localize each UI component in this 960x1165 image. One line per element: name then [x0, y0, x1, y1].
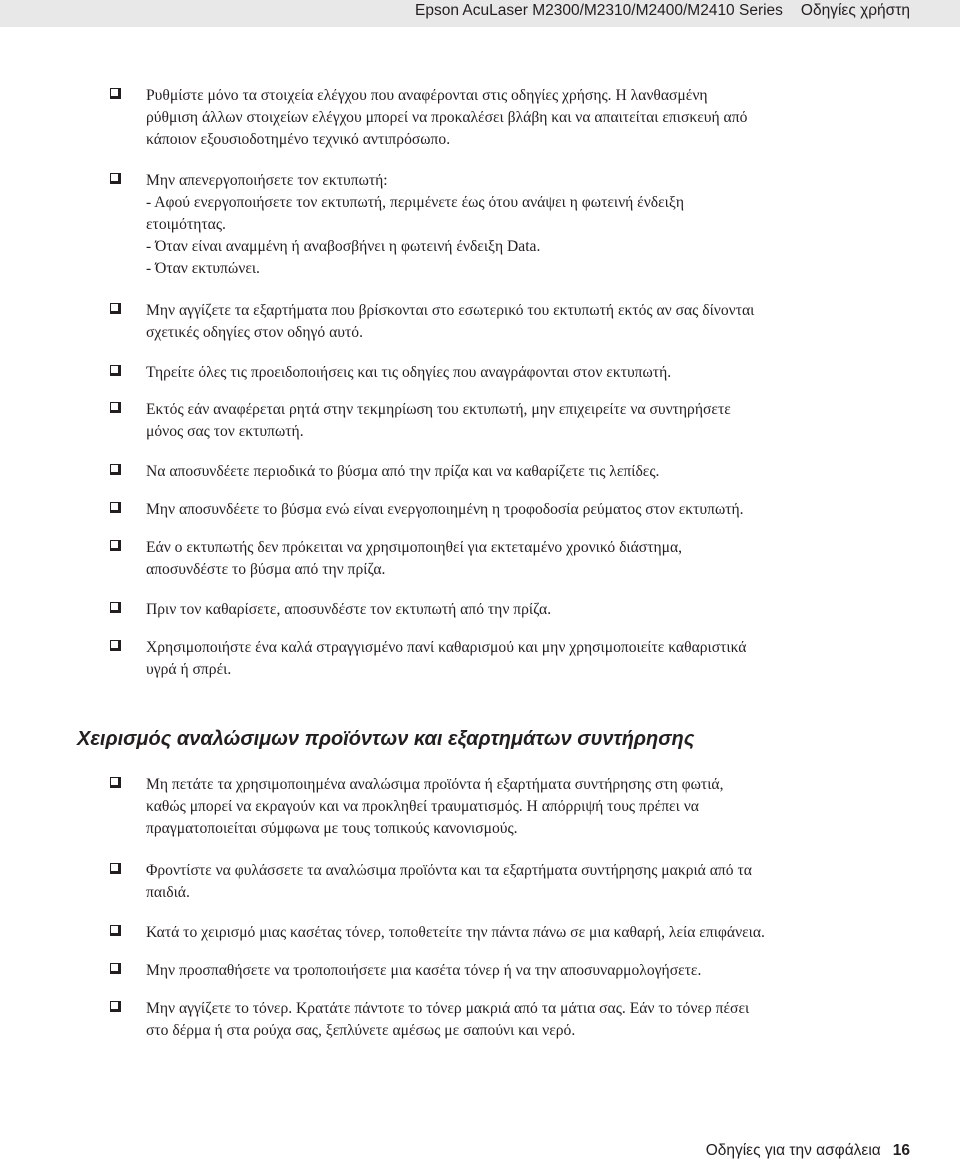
text-line: πραγματοποιείται σύμφωνα με τους τοπικούς κανονισμούς. — [146, 820, 518, 837]
checkbox-bullet-icon — [110, 602, 121, 613]
text-line: Τηρείτε όλες τις προειδοποιήσεις και τις οδηγίες που αναγράφονται στον εκτυπωτή. — [146, 364, 672, 381]
list-item-text — [146, 922, 896, 944]
list-item-text — [146, 300, 896, 344]
text-line: μόνος σας τον εκτυπωτή. — [146, 423, 304, 440]
checkbox-bullet-icon — [110, 402, 121, 413]
text-line: Μην αγγίζετε τα εξαρτήματα που βρίσκονται στο εσωτερικό του εκτυπωτή εκτός αν σας δίνονται — [146, 302, 755, 319]
list-item-text — [146, 499, 896, 521]
text-line: Μην αγγίζετε το τόνερ. Κρατάτε πάντοτε το τόνερ μακριά από τα μάτια σας. Εάν το τόνερ πέσει — [146, 1000, 750, 1017]
text-line: Κατά το χειρισμό μιας κασέτας τόνερ, τοποθετείτε την πάντα πάνω σε μια καθαρή, λεία επιφάνεια. — [146, 924, 765, 941]
checkbox-bullet-icon — [110, 303, 121, 314]
text-line: Πριν τον καθαρίσετε, αποσυνδέστε τον εκτυπωτή από την πρίζα. — [146, 601, 552, 618]
text-line: - Όταν είναι αναμμένη ή αναβοσβήνει η φωτεινή ένδειξη Data. — [146, 238, 541, 255]
list-item-text — [146, 537, 896, 581]
footer-section-name: Οδηγίες για την ασφάλεια — [705, 1142, 881, 1159]
checkbox-bullet-icon — [110, 365, 121, 376]
checkbox-bullet-icon — [110, 777, 121, 788]
text-line: Εάν ο εκτυπωτής δεν πρόκειται να χρησιμοποιηθεί για εκτεταμένο χρονικό διάστημα, — [146, 539, 683, 556]
list-item-text — [146, 85, 896, 151]
text-line: Μην αποσυνδέετε το βύσμα ενώ είναι ενεργοποιημένη η τροφοδοσία ρεύματος στον εκτυπωτή. — [146, 501, 744, 518]
text-line: υγρά ή σπρέι. — [146, 661, 232, 678]
page-number: 16 — [892, 1142, 910, 1159]
text-line: ετοιμότητας. — [146, 216, 226, 233]
list-item-text — [146, 774, 896, 840]
text-line: Εκτός εάν αναφέρεται ρητά στην τεκμηρίωση του εκτυπωτή, μην επιχειρείτε να συντηρήσετε — [146, 401, 731, 418]
text-line: Μην απενεργοποιήσετε τον εκτυπωτή: — [146, 172, 388, 189]
text-line: αποσυνδέστε το βύσμα από την πρίζα. — [146, 561, 386, 578]
list-item-text — [146, 399, 896, 443]
checkbox-bullet-icon — [110, 1001, 121, 1012]
text-line: Μη πετάτε τα χρησιμοποιημένα αναλώσιμα προϊόντα ή εξαρτήματα συντήρησης στη φωτιά, — [146, 776, 724, 793]
checkbox-bullet-icon — [110, 863, 121, 874]
text-line: Χρησιμοποιήστε ένα καλά στραγγισμένο πανί καθαρισμού και μην χρησιμοποιείτε καθαριστικά — [146, 639, 747, 656]
list-item-text — [146, 461, 896, 483]
list-item-text — [146, 960, 896, 982]
list-item-text — [146, 637, 896, 681]
page-footer — [706, 1142, 910, 1160]
list-item-text — [146, 170, 896, 280]
page-header — [0, 0, 960, 27]
text-line: - Αφού ενεργοποιήσετε τον εκτυπωτή, περιμένετε έως ότου ανάψει η φωτεινή ένδειξη — [146, 194, 684, 211]
header-text — [415, 2, 910, 20]
list-item-text — [146, 998, 896, 1042]
text-line: Ρυθμίστε μόνο τα στοιχεία ελέγχου που αναφέρονται στις οδηγίες χρήσης. Η λανθασμένη — [146, 87, 708, 104]
checkbox-bullet-icon — [110, 502, 121, 513]
list-item-text — [146, 599, 896, 621]
text-line: Να αποσυνδέετε περιοδικά το βύσμα από την πρίζα και να καθαρίζετε τις λεπίδες. — [146, 463, 660, 480]
checkbox-bullet-icon — [110, 464, 121, 475]
list-item-text — [146, 860, 896, 904]
header-product: Epson AcuLaser M2300/M2310/M2400/M2410 Series — [415, 2, 783, 19]
checkbox-bullet-icon — [110, 88, 121, 99]
text-line: - Όταν εκτυπώνει. — [146, 260, 260, 277]
text-line: Φροντίστε να φυλάσσετε τα αναλώσιμα προϊόντα και τα εξαρτήματα συντήρησης μακριά από τα — [146, 862, 752, 879]
checkbox-bullet-icon — [110, 640, 121, 651]
checkbox-bullet-icon — [110, 925, 121, 936]
text-line: Μην προσπαθήσετε να τροποποιήσετε μια κασέτα τόνερ ή να την αποσυναρμολογήσετε. — [146, 962, 702, 979]
section-title: Χειρισμός αναλώσιμων προϊόντων και εξαρτημάτων συντήρησης — [77, 728, 695, 750]
text-line: καθώς μπορεί να εκραγούν και να προκληθεί τραυματισμός. Η απόρριψή τους πρέπει να — [146, 798, 699, 815]
list-item-text — [146, 362, 896, 384]
text-line: παιδιά. — [146, 884, 190, 901]
text-line: σχετικές οδηγίες στον οδηγό αυτό. — [146, 324, 363, 341]
header-doc-type: Οδηγίες χρήστη — [800, 2, 910, 19]
text-line: ρύθμιση άλλων στοιχείων ελέγχου μπορεί να προκαλέσει βλάβη και να απαιτείται επισκευή από — [146, 109, 748, 126]
checkbox-bullet-icon — [110, 540, 121, 551]
checkbox-bullet-icon — [110, 173, 121, 184]
text-line: κάποιον εξουσιοδοτημένο τεχνικό αντιπρόσωπο. — [146, 131, 451, 148]
text-line: στο δέρμα ή στα ρούχα σας, ξεπλύνετε αμέσως με σαπούνι και νερό. — [146, 1022, 576, 1039]
checkbox-bullet-icon — [110, 963, 121, 974]
